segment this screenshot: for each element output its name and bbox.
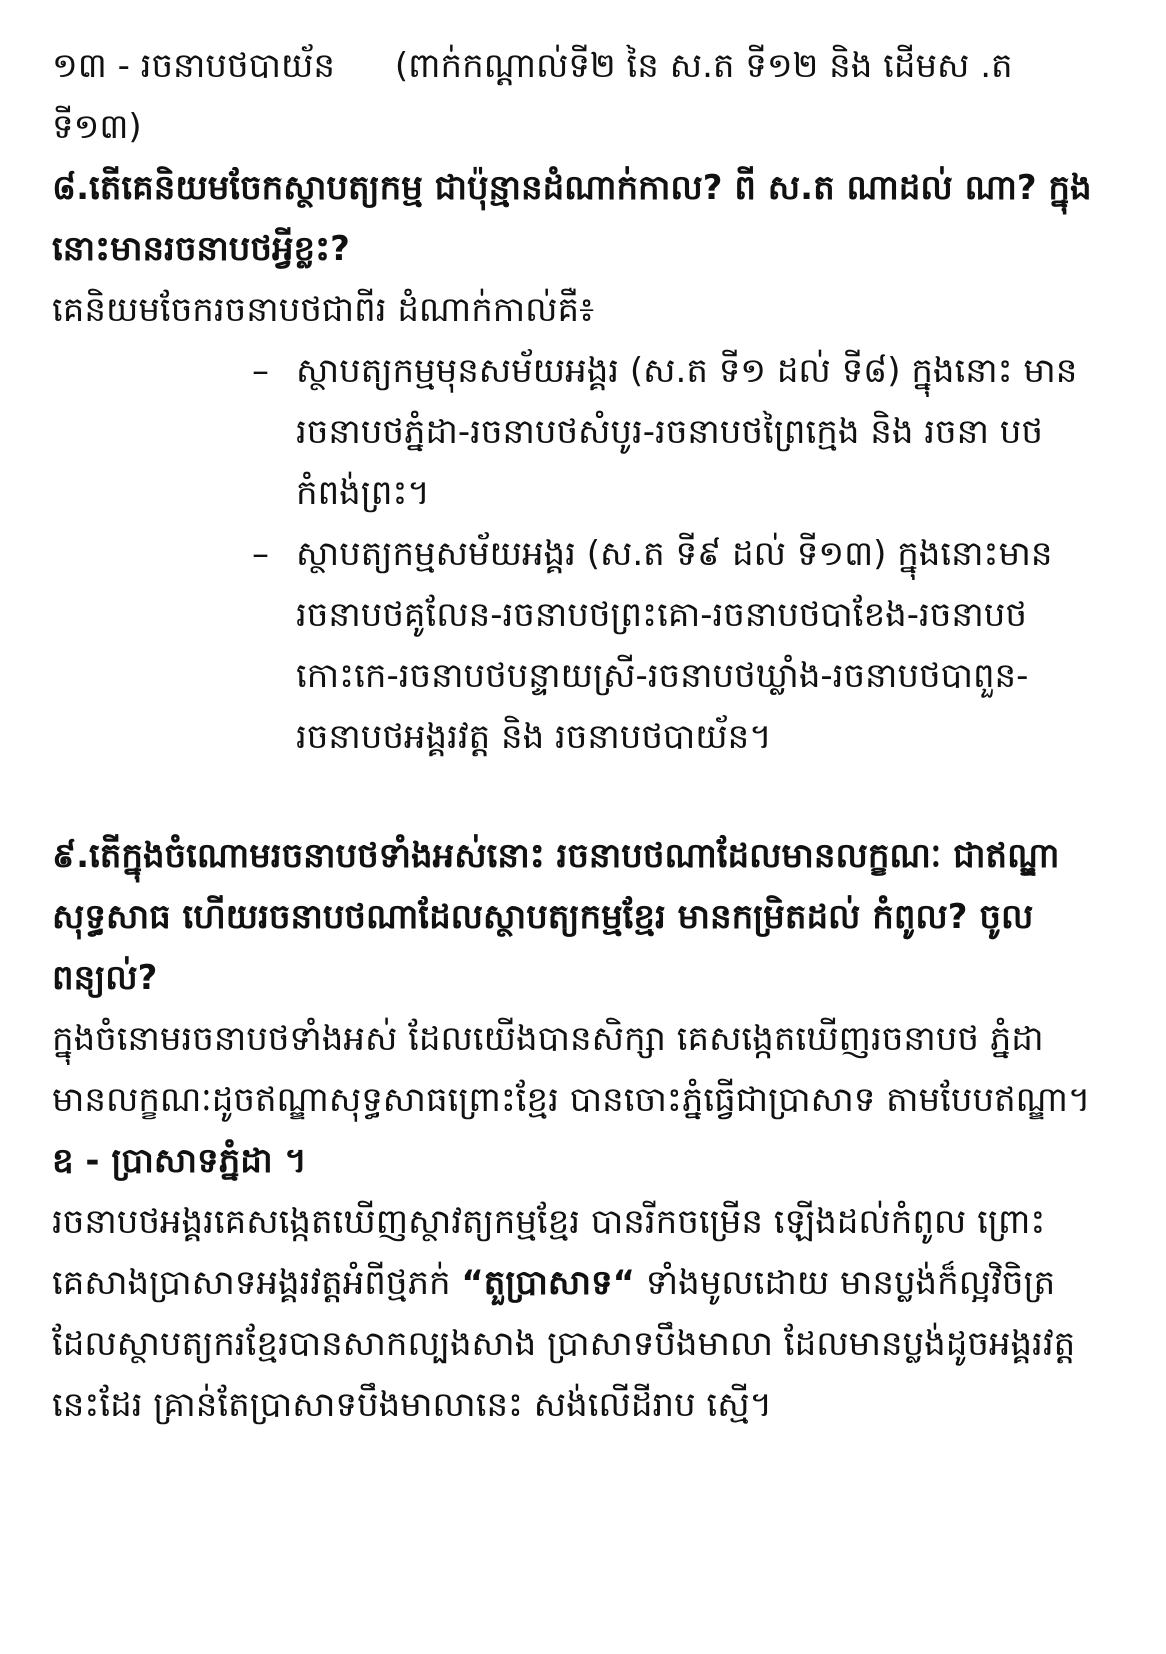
paragraph-gap (52, 768, 1104, 826)
list-item-angkor (252, 524, 1104, 768)
example-text-after: ទាំងមូលដោយ មានប្លង់ក៏ល្អវិចិត្រដែលស្ថាបត្យករខ្មែរបានសាកល្បងសាង ប្រាសាទបឹងមាលា ដែលមានប្លង់ដូចអង្គរវត្តនេះដែរ គ្រាន់តែប្រាសាទបឹងមាលានេះ សង់លើដីរាប ស្មើ។ (52, 1263, 1076, 1425)
list-item-text: ស្ថាបត្យកម្មសម័យអង្គរ (ស.ត ទី៩ ដល់ ទី១៣) ក្នុងនោះមាន រចនាបថគូលែន-រចនាបថព្រះគោ-រចនាបថបាខែង-រចនាបថ កោះកេ-រចនាបថបន្ទាយស្រី-រចនាបថឃ្លាំង-រចនាបថបាពួន- រចនាបថអង្គរវត្ត និង រចនាបថបាយ័ន។ (296, 534, 1053, 757)
question-9: ៩.តើក្នុងចំណោមរចនាបថទាំងអស់នោះ រចនាបថណាដែលមានលក្ខណៈ ជាឥណ្ឌាសុទ្ធសាធ ហើយរចនាបថណាដែលស្ថាបត្យកម្មខ្មែរ មានកម្រិតដល់ កំពូល? ចូលពន្យល់? (52, 836, 1060, 998)
dash-bullet: – (252, 534, 269, 574)
list-item-text: ស្ថាបត្យកម្មមុនសម័យអង្គរ (ស.ត ទី១ ដល់ ទី៨) ក្នុងនោះ មាន រចនាបថភ្នំដា-រចនាបថសំបូរ-រចនាបថព្រៃក្មេង និង រចនា បថកំពង់ព្រះ។ (296, 351, 1078, 513)
dash-bullet: – (252, 351, 269, 391)
question-8: ៨.តើគេនិយមចែកស្ថាបត្យកម្ម ជាប៉ុន្មានដំណាក់កាល? ពី ស.ត ណាដល់ ណា? ក្នុងនោះមានរចនាបថអ្វីខ្លះ? (52, 168, 1092, 269)
answer-8-intro: គេនិយមចែករចនាបថជាពីរ ដំណាក់កាល់គឺ៖ (52, 290, 595, 330)
example-paragraph (52, 1192, 1104, 1436)
style-number-title: ១៣ - រចនាបថបាយ័ន (52, 46, 335, 86)
answer-9: ក្នុងចំនោមរចនាបថទាំងអស់ ដែលយើងបានសិក្សា គេសង្កេតឃើញរចនាបថ ភ្នំដា មានលក្ខណៈដូចឥណ្ឌាសុទ្ធសាធព្រោះខ្មែរ បានចោះភ្នំធ្វើជាប្រាសាទ តាមបែបឥណ្ឌា។ (52, 1019, 1091, 1120)
period-note: (ពាក់កណ្តាល់ទី២ នៃ ស.ត ទី១២ និង ដើមស .ត ទី១៣) (52, 46, 1013, 147)
example-emphasis: “តួប្រាសាទ“ (461, 1263, 635, 1303)
list-item-pre-angkor (252, 341, 1104, 524)
example-title: ឧ - ប្រាសាទភ្នំដា ។ (52, 1141, 307, 1181)
section-heading-bayon (52, 36, 1104, 158)
example-text-before: រចនាបថអង្គរគេសង្កេតឃើញស្ថាវត្យកម្មខ្មែរ បានរីកចម្រើន ឡើងដល់កំពូល ព្រោះគេសាងប្រាសាទអង្គរវត្តអំពីថ្មភក់ (52, 1202, 1046, 1303)
answer-8-list (52, 341, 1104, 768)
